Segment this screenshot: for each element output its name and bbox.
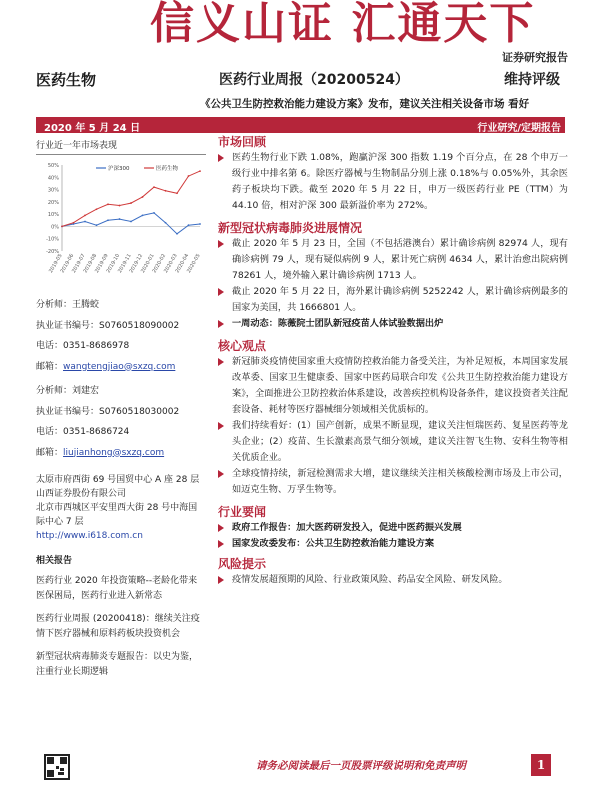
report-date: 2020 年 5 月 24 日 (44, 123, 141, 134)
bullet-item (218, 354, 568, 418)
analyst-label: 分析师： (36, 300, 73, 310)
y-tick-label: 10% (47, 212, 59, 219)
address-line: 北京市西城区平安里西大街 28 号中海国际中心 7 层 (36, 503, 198, 527)
qr-code-icon (44, 754, 70, 780)
analyst-row (36, 443, 206, 464)
x-tick-label: 2019-05 (48, 253, 64, 275)
bullet-arrow-icon (218, 540, 224, 548)
data-point (96, 224, 98, 226)
bullet-arrow-icon (218, 524, 224, 532)
analyst-value: 0351-8686724 (63, 427, 130, 437)
analyst-value[interactable]: liujianhong@sxzq.com (63, 447, 165, 458)
bullet-arrow-icon (218, 154, 224, 162)
x-tick-label: 2019-10 (105, 253, 122, 275)
analyst-value: 0351-8686978 (63, 341, 130, 351)
series-line-0 (62, 213, 200, 234)
bullet-item (218, 236, 568, 284)
bullet-arrow-icon (218, 358, 224, 366)
legend-label: 医药生物 (156, 166, 179, 172)
data-point (165, 222, 167, 224)
subtitle: 《公共卫生防控救治能力建设方案》发布，建议关注相关设备市场 看好 (200, 98, 530, 110)
section-title: 市场回顾 (218, 135, 267, 149)
x-tick-label: 2019-08 (82, 253, 99, 275)
data-point (73, 222, 75, 224)
title-row (36, 69, 564, 89)
bullet-item (218, 520, 568, 536)
section-title: 新型冠状病毒肺炎进展情况 (218, 221, 363, 235)
report-title: 医药行业周报（20200524） (219, 72, 409, 88)
data-point (142, 196, 144, 198)
y-tick-label: -20% (46, 249, 59, 255)
section-title: 风险提示 (218, 557, 267, 571)
data-point (165, 190, 167, 192)
data-point (84, 214, 86, 216)
section-industry-news (218, 520, 568, 552)
chart-svg (36, 155, 206, 295)
analyst-row (36, 402, 206, 423)
bullet-text: 截止 2020 年 5 月 23 日，全国（不包括港澳台）累计确诊病例 82974 人，现有确诊病例 79 人，现有疑似病例 9 人，累计死亡病例 4634 人，累计治愈出院病例 78261 人，境外输入累计确诊病例 1713 人。 (232, 238, 568, 281)
analyst-row (36, 316, 206, 337)
analyst-row (36, 336, 206, 357)
data-point (96, 208, 98, 210)
x-tick-label: 2020-03 (163, 253, 179, 275)
address-block (36, 473, 206, 543)
analyst-value[interactable]: wangtengjiao@sxzq.com (63, 361, 176, 372)
data-point (84, 221, 86, 223)
bullet-item (218, 572, 568, 588)
bullet-item (218, 284, 568, 316)
section-title: 行业要闻 (218, 505, 267, 519)
bullet-text: 政府工作报告：加大医药研发投入，促进中医药振兴发展 (232, 522, 462, 533)
y-tick-label: 30% (47, 187, 59, 194)
analyst-label: 电话： (36, 341, 64, 351)
y-tick-label: 0% (51, 224, 59, 231)
x-tick-label: 2020-01 (140, 253, 156, 275)
bullet-text: 新冠肺炎疫情使国家重大疫情防控救治能力备受关注，为补足短板，本周国家发展改革委、国家卫生健康委、国家中医药局联合印发《公共卫生防控救治能力建设方案》，全面推进公卫防控救治体系建设，改善疾控机构设备条件，建议投资者关注配套设备、耗材等医疗器械细分领域相关优质标的。 (232, 356, 568, 415)
sidebar (36, 135, 206, 755)
bullet-text: 国家发改委发布：公共卫生防控救治能力建设方案 (232, 538, 435, 549)
report-type: 证券研究报告 (502, 51, 568, 64)
masthead (0, 0, 600, 70)
analyst-row (36, 422, 206, 443)
analyst-list (36, 295, 206, 463)
analyst-row (36, 295, 206, 316)
bullet-text: 疫情发展超预期的风险、行业政策风险、药品安全风险、研发风险。 (232, 574, 508, 585)
analyst-label: 分析师： (36, 386, 73, 396)
x-tick-label: 2020-04 (174, 253, 191, 275)
data-point (199, 223, 201, 225)
analyst-value: 王腾蛟 (72, 300, 100, 310)
rating: 维持评级 (504, 72, 560, 88)
x-tick-label: 2019-11 (117, 253, 133, 275)
date-bar (36, 117, 565, 133)
bullet-arrow-icon (218, 422, 224, 430)
data-point (176, 192, 178, 194)
website-link[interactable]: http://www.i618.com.cn (36, 531, 143, 541)
bullet-item (218, 466, 568, 498)
bullet-item (218, 316, 568, 332)
data-point (130, 221, 132, 223)
y-tick-label: 20% (47, 199, 59, 206)
analyst-label: 执业证书编号： (36, 406, 100, 417)
related-report-link[interactable]: 医药行业 2020 年投资策略--老龄化带来医保困局，医药行业进入新常态 (36, 576, 198, 601)
bullet-item (218, 536, 568, 552)
analyst-label: 邮箱： (36, 447, 64, 458)
data-point (199, 170, 201, 172)
section-core-views (218, 354, 568, 498)
bullet-arrow-icon (218, 576, 224, 584)
data-point (153, 186, 155, 188)
chart-title: 行业近一年市场表现 (36, 138, 206, 155)
related-reports (36, 574, 206, 680)
bullet-item (218, 150, 568, 214)
slogan-logo: 信义山证 汇通天下 (150, 0, 536, 49)
disclaimer: 请务必阅读最后一页股票评级说明和免责声明 (256, 760, 466, 772)
data-point (130, 202, 132, 204)
y-tick-label: -10% (46, 236, 59, 243)
bullet-arrow-icon (218, 320, 224, 328)
section-risk (218, 572, 568, 588)
analyst-label: 邮箱： (36, 361, 64, 372)
bullet-arrow-icon (218, 288, 224, 296)
address-line: 太原市府西街 69 号国贸中心 A 座 28 层 (36, 475, 200, 485)
analyst-label: 电话： (36, 427, 64, 437)
analyst-value: S0760518090002 (99, 320, 180, 331)
industry-name: 医药生物 (36, 71, 97, 89)
market-chart (36, 155, 206, 295)
x-tick-label: 2019-09 (94, 253, 110, 275)
bullet-text: 医药生物行业下跌 1.08%，跑赢沪深 300 指数 1.19 个百分点，在 28 个申万一级行业中排名第 6。除医疗器械与生物制品分别上涨 0.18%与 0.05%外，其余医药子板块均下跌。截至 2020 年 5 月 22 日，申万一级医药行业 PE（TTM）为 44.10 倍，相对沪深 300 最新溢价率为 272%。 (232, 152, 568, 211)
bullet-arrow-icon (218, 240, 224, 248)
analyst-label: 执业证书编号： (36, 320, 100, 331)
data-point (61, 226, 63, 228)
data-point (142, 214, 144, 216)
analyst-value: S0760518030002 (99, 406, 180, 417)
data-point (119, 205, 121, 207)
report-category: 行业研究/定期报告 (477, 123, 561, 134)
bullet-text: 全球疫情持续，新冠检测需求大增，建议继续关注相关核酸检测市场及上市公司，如迈克生物、万孚生物等。 (232, 468, 568, 495)
x-tick-label: 2019-07 (71, 253, 87, 275)
page-number: 1 (531, 754, 551, 776)
address-line: 山西证券股份有限公司 (36, 489, 127, 499)
y-tick-label: 50% (47, 163, 59, 169)
bullet-text: 截止 2020 年 5 月 22 日，海外累计确诊病例 5252242 人，累计确诊病例最多的国家为美国，共 1666801 人。 (232, 286, 568, 313)
x-tick-label: 2020-02 (151, 253, 168, 275)
data-point (119, 218, 121, 220)
main-content (218, 134, 568, 588)
series-line-1 (62, 171, 200, 226)
related-title: 相关报告 (36, 556, 73, 566)
analyst-value: 刘建宏 (72, 386, 100, 396)
bullet-item (218, 418, 568, 466)
related-report-link[interactable]: 新型冠状病毒肺炎专题报告：以史为鉴，注重行业长期逻辑 (36, 652, 199, 677)
bullet-arrow-icon (218, 470, 224, 478)
data-point (188, 224, 190, 226)
data-point (153, 212, 155, 214)
footer (36, 752, 565, 784)
section-covid-progress (218, 236, 568, 332)
data-point (176, 233, 178, 235)
section-title: 核心观点 (218, 339, 267, 353)
section-market-review (218, 150, 568, 214)
data-point (107, 219, 109, 221)
x-tick-label: 2019-12 (128, 253, 145, 275)
data-point (188, 175, 190, 177)
related-report-link[interactable]: 医药行业周报 (20200418)：继续关注疫情下医疗器械和原料药板块投资机会 (36, 614, 200, 639)
x-tick-label: 2020-05 (186, 253, 202, 275)
x-tick-label: 2019-06 (59, 253, 76, 275)
data-point (107, 203, 109, 205)
legend-label: 沪深300 (108, 166, 130, 172)
bullet-text: 一周动态：陈薇院士团队新冠疫苗人体试验数据出炉 (232, 318, 444, 329)
analyst-row (36, 381, 206, 402)
analyst-row (36, 357, 206, 378)
bullet-text: 我们持续看好：(1）国产创新，成果不断显现，建议关注恒瑞医药、复星医药等龙头企业；(2）疫苗、生长激素高景气细分领域，建议关注智飞生物、安科生物等相关优质企业。 (232, 420, 568, 463)
y-tick-label: 40% (47, 175, 59, 182)
